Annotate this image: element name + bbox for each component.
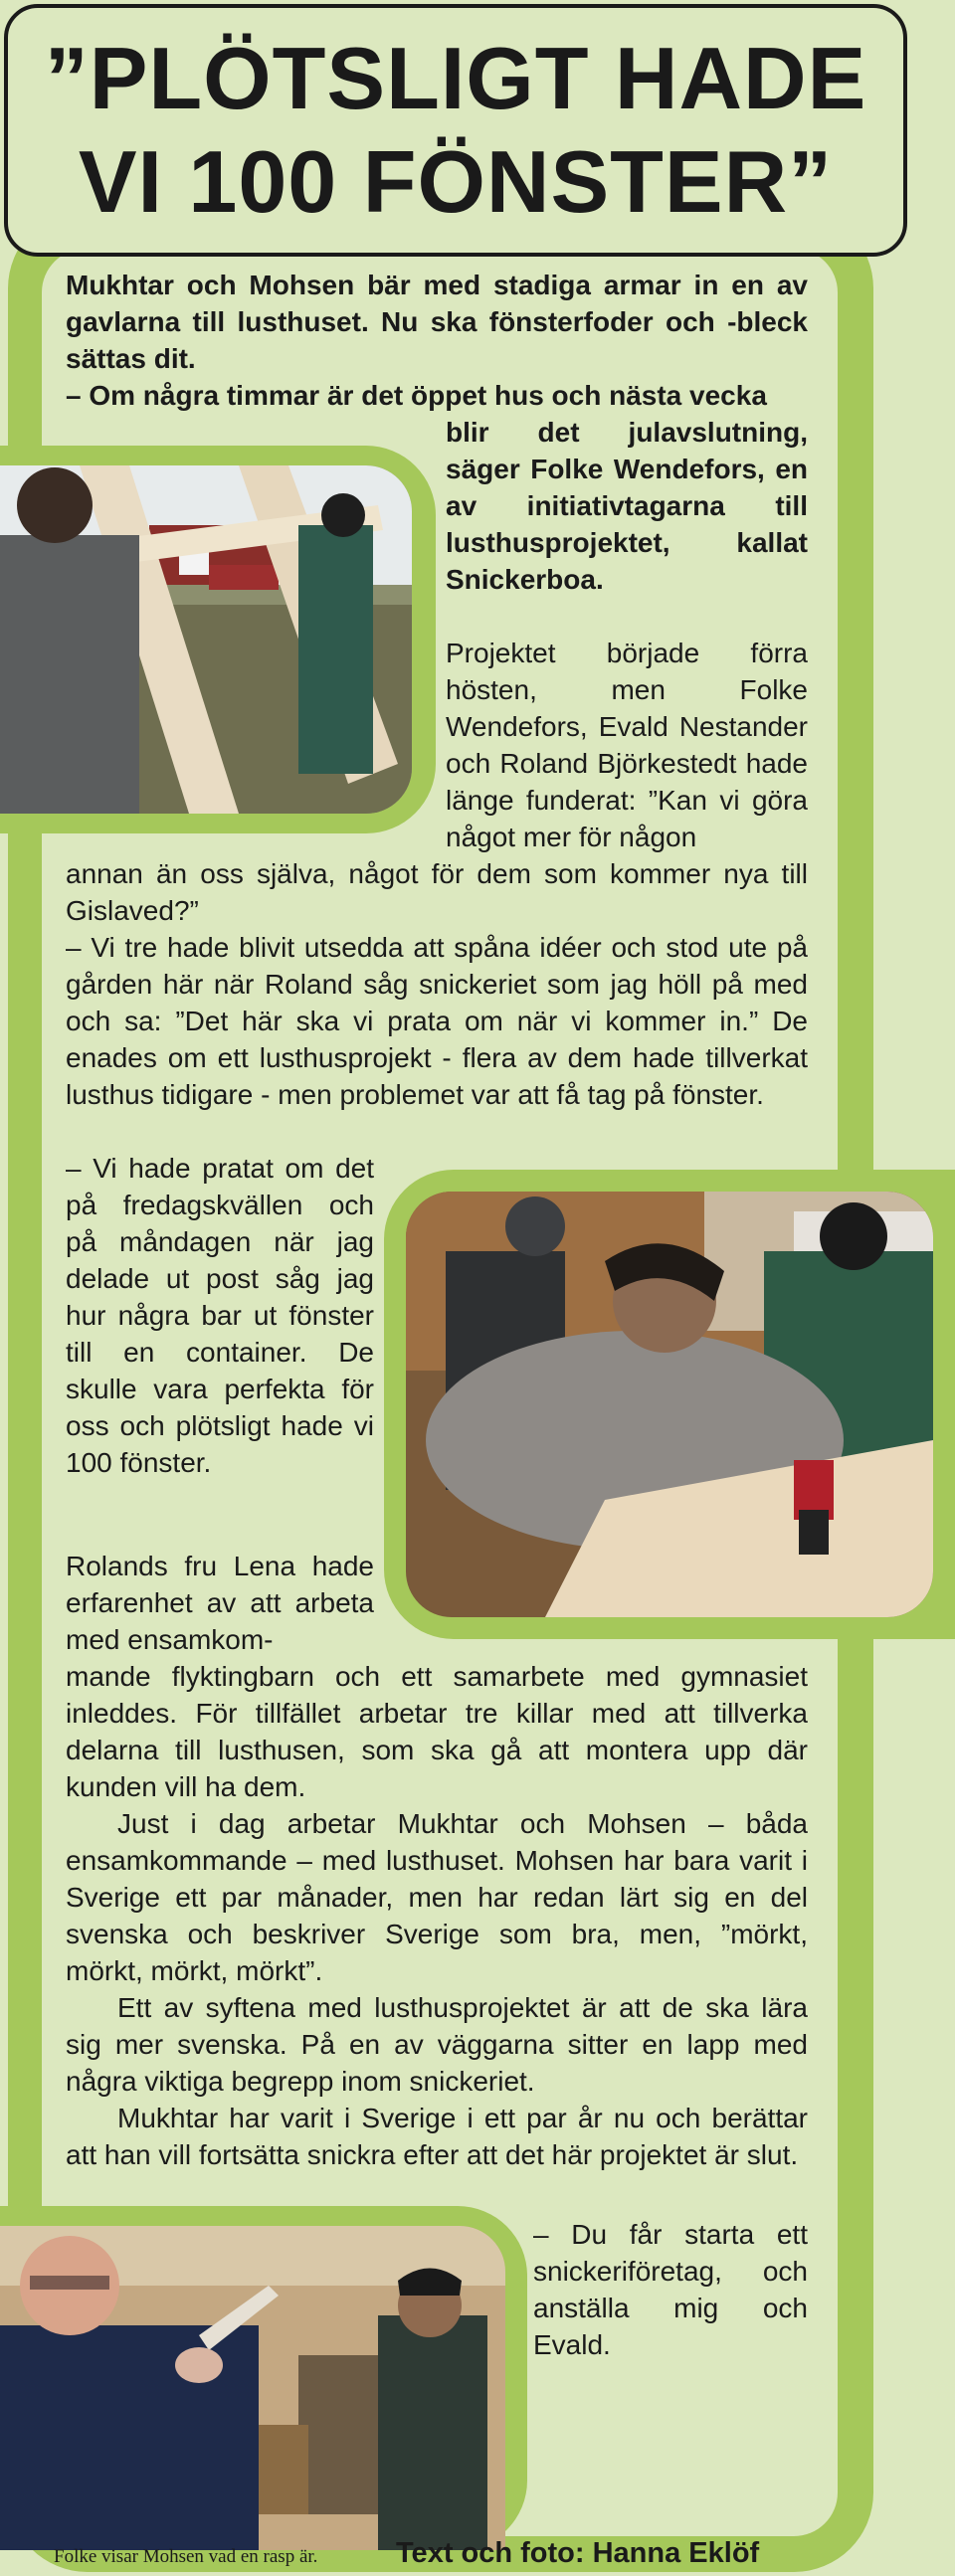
body-block <box>66 1658 808 2173</box>
para5-narrow: Rolands fru Lena hade erfarenhet av att arbeta med ensamkom- <box>66 1551 374 1655</box>
photo-3 <box>0 2226 505 2550</box>
para8: Mukhtar har varit i Sverige i ett par år nu och berättar att han vill fortsätta snickra efter att det här projektet är slut. <box>66 2103 808 2170</box>
para5-full: mande flyktingbarn och ett samarbete med gymnasiet inleddes. För tillfället arbetar tre killar med att tillverka delarna till lusthusen, som ska gå att montera upp där kunden vill ha dem. <box>66 1661 808 1802</box>
para4-column <box>66 1150 374 1481</box>
para9-column <box>533 2216 808 2363</box>
headline-line-2: VI 100 FÖNSTER” <box>78 132 834 231</box>
headline-line-1: ”PLÖTSLIGT HADE <box>44 29 867 127</box>
para6: Just i dag arbetar Mukhtar och Mohsen – båda ensamkommande – med lusthuset. Mohsen har bara varit i Sverige ett par månader, men har redan lärt sig en del svenska och beskriver Sverige som bra, men, ”mörkt, mörkt, mörkt, mörkt”. <box>66 1808 808 1986</box>
quote1-first-line: – Om några timmar är det öppet hus och nästa vecka <box>66 380 767 411</box>
para2-column <box>446 635 808 855</box>
quote1-column <box>446 414 808 598</box>
quote1-rest: blir det julavslutning, säger Folke Wendefors, en av initiativtagarna till lusthusprojektet, kallat Snickerboa. <box>446 417 808 595</box>
para9-narrow: – Du får starta ett snickeriföretag, och anställa mig och Evald. <box>533 2219 808 2360</box>
intro-paragraph: Mukhtar och Mohsen bär med stadiga armar in en av gavlarna till lusthuset. Nu ska fönsterfoder och -bleck sättas dit. <box>66 270 808 374</box>
photo-3-frame <box>0 2206 527 2550</box>
para2-full: annan än oss själva, något för dem som kommer nya till Gislaved?” <box>66 858 808 926</box>
para5-column <box>66 1548 374 1658</box>
photo-1-frame <box>0 446 436 833</box>
byline: Text och foto: Hanna Eklöf <box>396 2537 760 2569</box>
photo-1 <box>0 465 412 814</box>
para3-full: – Vi tre hade blivit utsedda att spåna idéer och stod ute på gården här när Roland såg snickeriet som jag höll på med och sa: ”Det här ska vi prata om när vi kommer in.” De enades om ett lusthusprojekt - flera av dem hade tillverkat lusthus tidigare - men problemet var att få tag på fönster. <box>66 932 808 1110</box>
photo-2 <box>406 1192 933 1617</box>
para4-narrow: – Vi hade pratat om det på fredagskvällen och på måndagen när jag delade ut post såg jag hur några bar ut fönster till en container. De skulle vara perfekta för oss och plötsligt hade vi 100 fönster. <box>66 1153 374 1478</box>
photo-caption: Folke visar Mohsen vad en rasp är. <box>54 2546 318 2567</box>
para2-3-block <box>66 855 808 1113</box>
para7: Ett av syftena med lusthusprojektet är att de ska lära sig mer svenska. På en av väggarna sitter en lapp med några viktiga begrepp inom snickeriet. <box>66 1992 808 2097</box>
photo-2-frame <box>384 1170 955 1639</box>
intro-block <box>66 267 808 414</box>
para2-narrow: Projektet började förra hösten, men Folke Wendefors, Evald Nestander och Roland Björkestedt hade länge funderat: ”Kan vi göra något mer för någon <box>446 638 808 852</box>
headline-box <box>4 4 907 257</box>
